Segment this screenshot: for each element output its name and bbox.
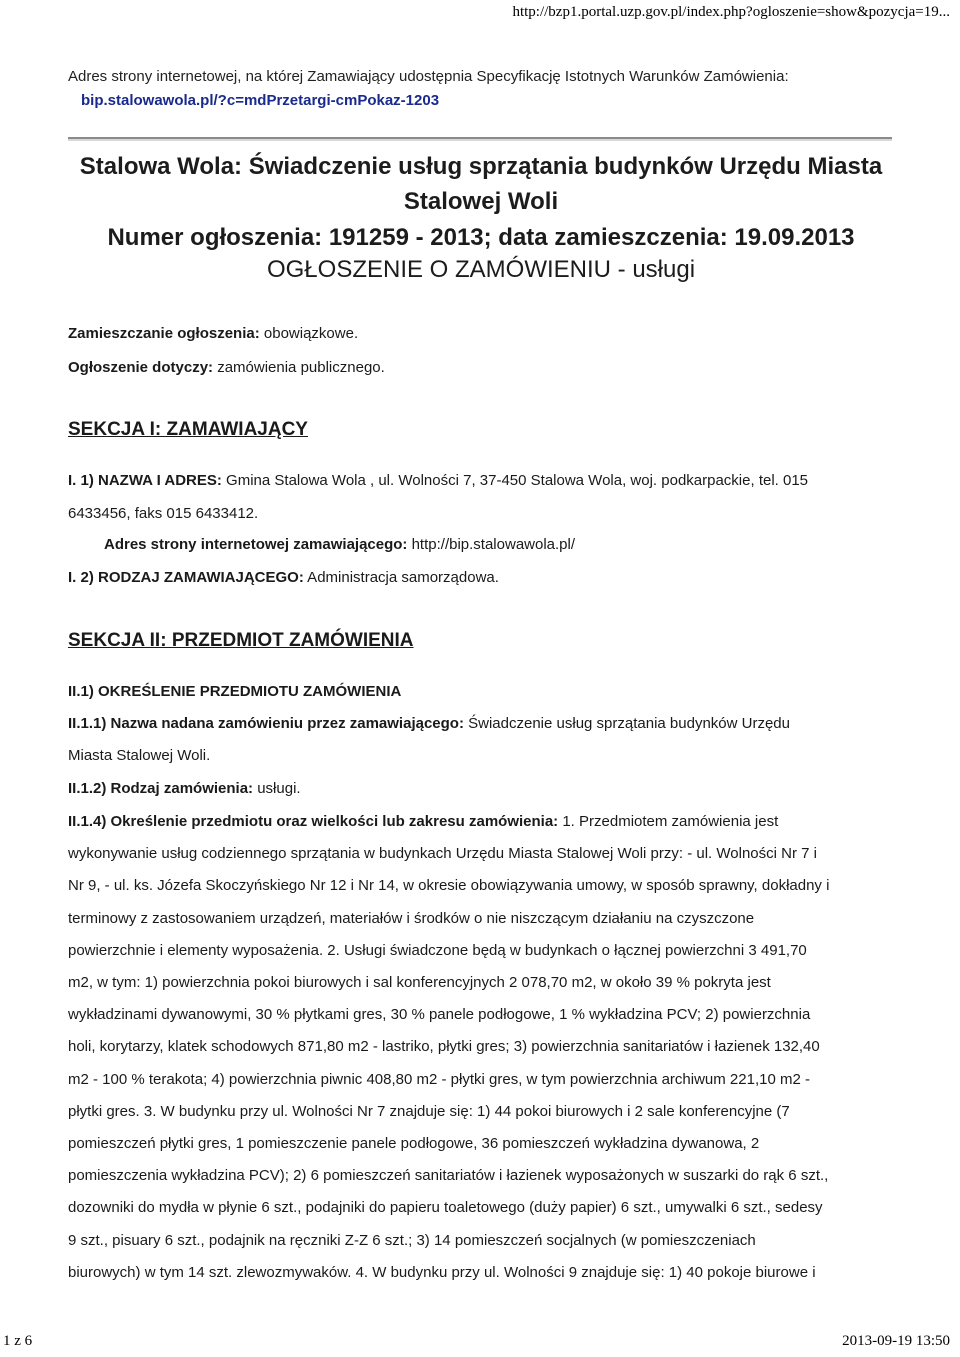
notice-type: OGŁOSZENIE O ZAMÓWIENIU - usługi [266, 256, 696, 283]
order-name-label: II.1.1) Nazwa nadana zamówieniu przez zamawiającego: [68, 715, 464, 732]
concerns-value: zamówienia publicznego. [213, 359, 385, 376]
spec-link[interactable]: bip.stalowawola.pl/?c=mdPrzetargi-cmPokaz-1203 [81, 92, 440, 109]
scope-line: pomieszczeń płytki gres, 1 pomieszczenie panele podłogowe, 36 pomieszczeń wykładzina dywanowa, 2 [68, 1135, 760, 1153]
contracting-name-row-cont: 6433456, faks 015 6433412. [68, 505, 259, 522]
order-name-row [68, 708, 790, 740]
header-divider [68, 137, 892, 141]
scope-line: terminowy z zastosowaniem urządzeń, materiałów i środków o nie niszczącym działaniu na czyszczone [68, 909, 755, 927]
scope-line: holi, korytarzy, klatek schodowych 871,80 m2 - lastriko, płytki gres; 3) powierzchnia sanitariatów i łazienek 132,40 [68, 1038, 820, 1056]
contracting-name-value: Gmina Stalowa Wola , ul. Wolności 7, 37-450 Stalowa Wola, woj. podkarpackie, tel. 015 [221, 472, 809, 489]
section-1-heading: SEKCJA I: ZAMAWIAJĄCY [68, 419, 308, 440]
contracting-web-label: Adres strony internetowej zamawiającego: [104, 536, 408, 553]
order-kind-label: II.1.2) Rodzaj zamówienia: [68, 780, 254, 797]
contracting-web-row [104, 529, 575, 561]
scope-line: wykładzinami dywanowymi, 30 % płytkami gres, 30 % panele podłogowe, 1 % wykładzina PCV; 2) powierzchnia [68, 1006, 811, 1024]
scope-line: 9 szt., pisuary 6 szt., podajnik na ręczniki Z-Z 6 szt.; 3) 14 pomieszczeń socjalnych (w pomieszczeniach [68, 1231, 756, 1249]
scope-line: płytki gres. 3. W budynku przy ul. Wolności Nr 7 znajduje się: 1) 44 pokoi biurowych i 2 sale konferencyjne (7 [68, 1102, 790, 1120]
placement-row [68, 318, 358, 350]
order-name-value: Świadczenie usług sprzątania budynków Urzędu [463, 715, 790, 732]
scope-line: m2 - 100 % terakota; 4) powierzchnia piwnic 408,80 m2 - płytki gres, w tym powierzchnia archiwum 221,10 m2 - [68, 1070, 810, 1088]
scope-line-text: 1. Przedmiotem zamówienia jest [558, 813, 779, 830]
scope-line: Nr 9, - ul. ks. Józefa Skoczyńskiego Nr 12 i Nr 14, w okresie obowiązywania umowy, w sposób sprawny, dokładny i [68, 877, 830, 895]
subsection-heading-text: II.1) OKREŚLENIE PRZEDMIOTU ZAMÓWIENIA [68, 683, 402, 700]
order-name-row-cont: Miasta Stalowej Woli. [68, 747, 211, 764]
contracting-name-row [68, 465, 808, 497]
order-kind-value: usługi. [253, 780, 301, 797]
order-scope-label: II.1.4) Określenie przedmiotu oraz wielkości lub zakresu zamówienia: [68, 813, 559, 830]
order-scope-paragraph [68, 806, 880, 1289]
concerns-label: Ogłoszenie dotyczy: [68, 359, 214, 376]
concerns-row [68, 352, 385, 384]
contracting-name-label: I. 1) NAZWA I ADRES: [68, 472, 222, 489]
subsection-heading [68, 676, 401, 708]
scope-line: dozowniki do mydła w płynie 6 szt., podajniki do papieru toaletowego (duży papier) 6 szt., umywalki 6 szt., sedesy [68, 1199, 823, 1217]
scope-line: powierzchnie i elementy wyposażenia. 2. Usługi świadczone będą w budynkach o łącznej powierzchni 3 491,70 [68, 941, 807, 959]
placement-label: Zamieszczanie ogłoszenia: [68, 325, 260, 342]
notice-number: Numer ogłoszenia: 191259 - 2013; data zamieszczenia: 19.09.2013 [107, 224, 855, 251]
print-datetime: 2013-09-19 13:50 [842, 1333, 950, 1349]
scope-line: wykonywanie usług codziennego sprzątania w budynkach Urzędu Miasta Stalowej Woli przy: - ul. Wolności Nr 7 i [68, 845, 817, 863]
notice-title-line2: Stalowej Woli [403, 188, 559, 215]
contracting-type-value: Administracja samorządowa. [303, 569, 499, 586]
placement-value: obowiązkowe. [259, 325, 359, 342]
spec-intro: Adres strony internetowej, na której Zamawiający udostępnia Specyfikację Istotnych Warunków Zamówienia: [68, 68, 789, 85]
scope-line: pomieszczenia wykładzina PCV); 2) 6 pomieszczeń sanitariatów i łazienek wyposażonych w suszarki do rąk 6 szt., [68, 1167, 829, 1185]
scope-line [68, 806, 880, 838]
order-kind-row [68, 773, 301, 805]
scope-line: biurowych) w tym 14 szt. zlewozmywaków. 4. W budynku przy ul. Wolności 9 znajduje się: 1) 40 pokoje biurowe i [68, 1263, 816, 1281]
contracting-web-value: http://bip.stalowawola.pl/ [407, 536, 576, 553]
contracting-type-label: I. 2) RODZAJ ZAMAWIAJĄCEGO: [68, 569, 304, 586]
notice-title-line1: Stalowa Wola: Świadczenie usług sprzątania budynków Urzędu Miasta [79, 153, 883, 180]
browser-url: http://bzp1.portal.uzp.gov.pl/index.php?ogloszenie=show&pozycja=19... [512, 4, 950, 20]
section-2-heading: SEKCJA II: PRZEDMIOT ZAMÓWIENIA [68, 630, 414, 651]
page-counter: 1 z 6 [3, 1333, 33, 1349]
scope-line: m2, w tym: 1) powierzchnia pokoi biurowych i sal konferencyjnych 2 078,70 m2, w około 39 % pokryta jest [68, 974, 771, 992]
contracting-type-row [68, 562, 499, 594]
